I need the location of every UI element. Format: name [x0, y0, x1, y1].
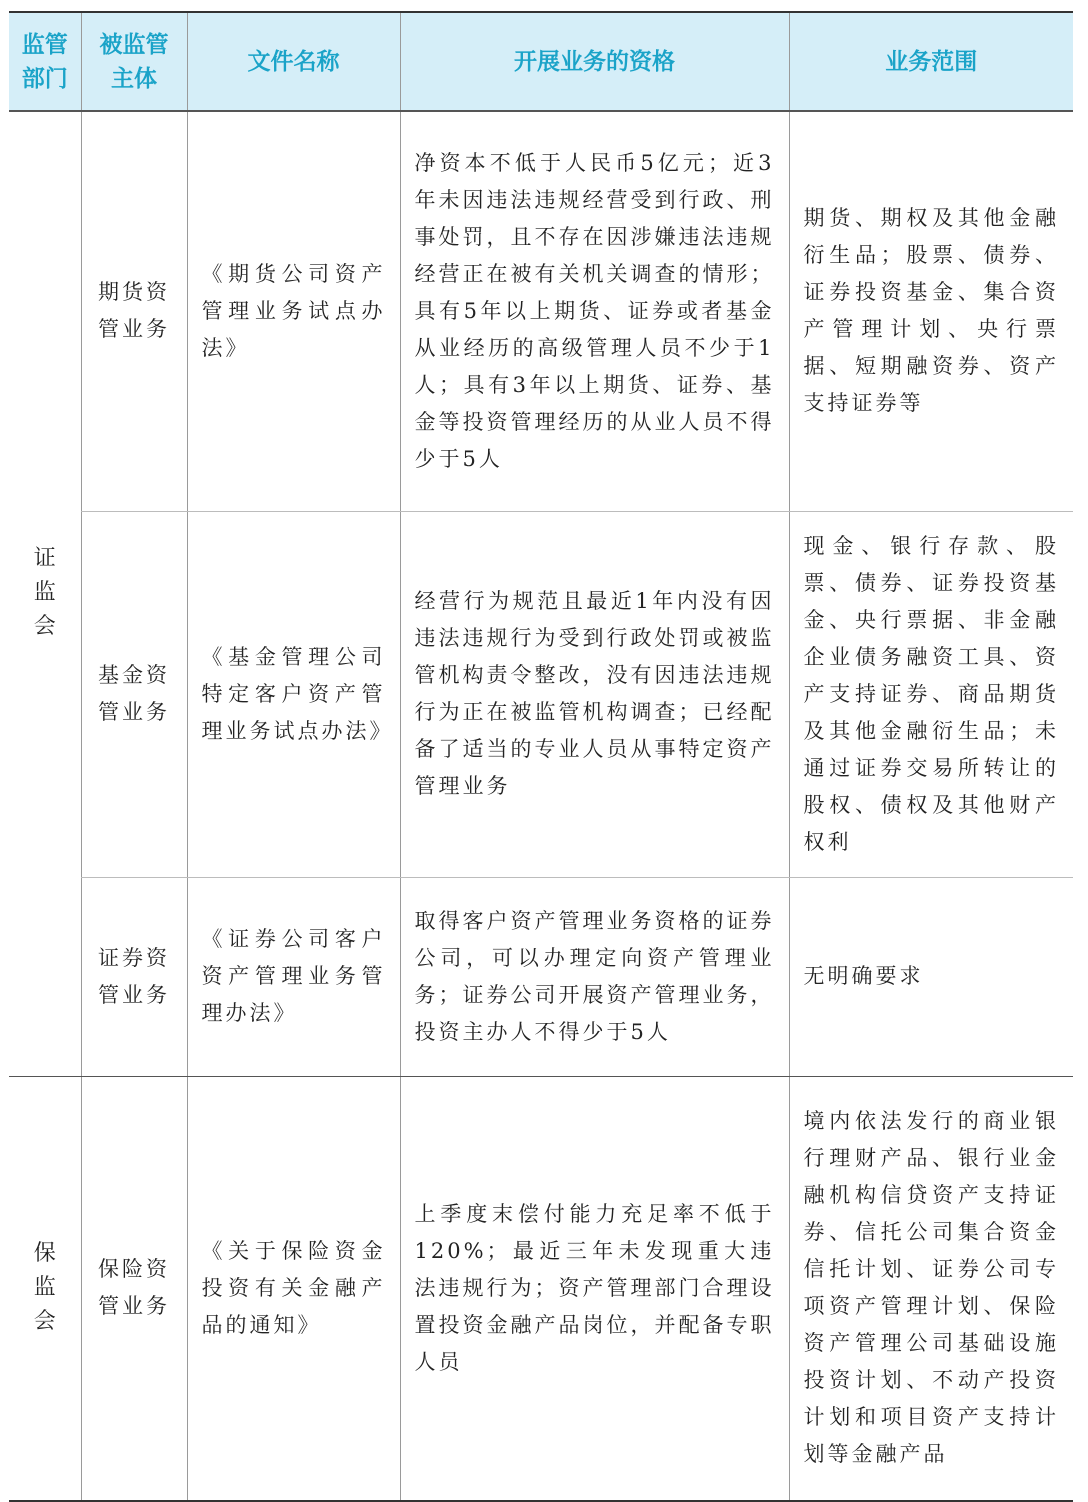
qualification-cell: 净资本不低于人民币5亿元；近3年未因违法违规经营受到行政、刑事处罚，且不存在因涉嫌违法违规经营正在被有关机关调查的情形；具有5年以上期货、证券或者基金从业经历的高级管理人员不少于1人；具有3年以上期货、证券、基金等投资管理经历的从业人员不得少于5人: [400, 111, 789, 511]
header-subject: 被监管主体: [81, 12, 187, 111]
subject-cell: 期货资管业务: [81, 111, 187, 511]
subject-cell: 基金资管业务: [81, 511, 187, 877]
table-row: [9, 877, 1073, 1076]
table-row: [9, 1076, 1073, 1501]
subject-cell: 证券资管业务: [81, 877, 187, 1076]
dept-cell-csrc: 证监会: [9, 111, 81, 1076]
qualification-cell: 经营行为规范且最近1年内没有因违法违规行为受到行政处罚或被监管机构责令整改，没有因违法违规行为正在被监管机构调查；已经配备了适当的专业人员从事特定资产管理业务: [400, 511, 789, 877]
regulation-table: [9, 11, 1073, 1502]
scope-cell: 现金、银行存款、股票、债券、证券投资基金、央行票据、非金融企业债务融资工具、资产支持证券、商品期货及其他金融衍生品；未通过证券交易所转让的股权、债权及其他财产权利: [789, 511, 1073, 877]
doc-cell: 《期货公司资产管理业务试点办法》: [187, 111, 400, 511]
header-qualification: 开展业务的资格: [400, 12, 789, 111]
dept-cell-circ: 保监会: [9, 1076, 81, 1501]
table-header-row: [9, 12, 1073, 111]
subject-cell: 保险资管业务: [81, 1076, 187, 1501]
header-dept: 监管部门: [9, 12, 81, 111]
header-doc: 文件名称: [187, 12, 400, 111]
doc-cell: 《基金管理公司特定客户资产管理业务试点办法》: [187, 511, 400, 877]
doc-cell: 《关于保险资金投资有关金融产品的通知》: [187, 1076, 400, 1501]
regulation-table-container: [9, 11, 1073, 1502]
scope-cell: 境内依法发行的商业银行理财产品、银行业金融机构信贷资产支持证券、信托公司集合资金信托计划、证券公司专项资产管理计划、保险资产管理公司基础设施投资计划、不动产投资计划和项目资产支持计划等金融产品: [789, 1076, 1073, 1501]
scope-cell: 无明确要求: [789, 877, 1073, 1076]
scope-cell: 期货、期权及其他金融衍生品；股票、债券、证券投资基金、集合资产管理计划、央行票据、短期融资券、资产支持证券等: [789, 111, 1073, 511]
table-row: [9, 111, 1073, 511]
table-row: [9, 511, 1073, 877]
doc-cell: 《证券公司客户资产管理业务管理办法》: [187, 877, 400, 1076]
qualification-cell: 上季度末偿付能力充足率不低于120%；最近三年未发现重大违法违规行为；资产管理部门合理设置投资金融产品岗位，并配备专职人员: [400, 1076, 789, 1501]
qualification-cell: 取得客户资产管理业务资格的证券公司，可以办理定向资产管理业务；证券公司开展资产管理业务，投资主办人不得少于5人: [400, 877, 789, 1076]
header-scope: 业务范围: [789, 12, 1073, 111]
